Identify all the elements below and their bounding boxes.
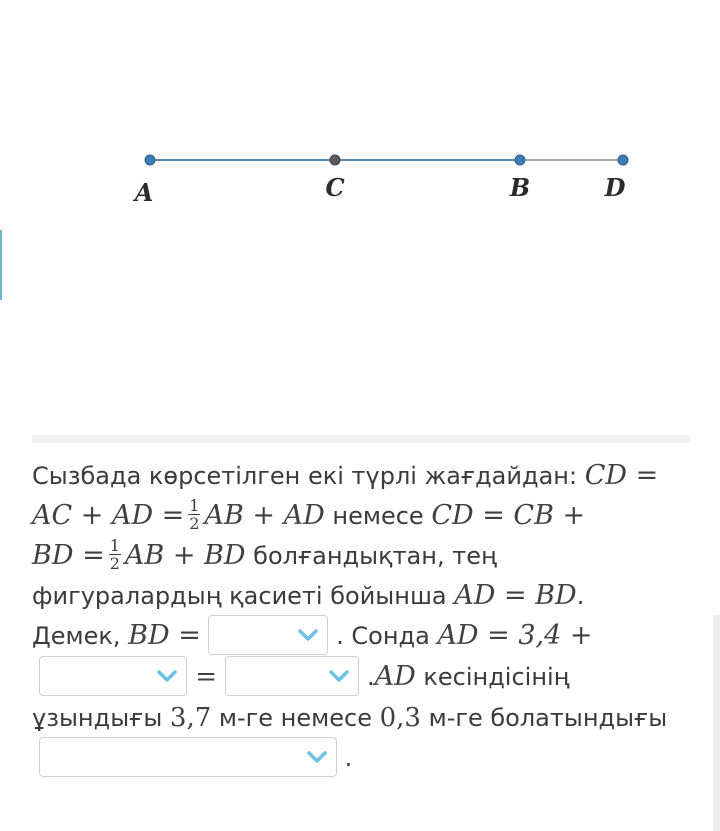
chevron-down-icon: [156, 667, 178, 685]
fraction-denominator: 2: [109, 553, 120, 573]
segment-figure: [0, 0, 720, 230]
line-6: [32, 657, 692, 698]
scrollbar-track[interactable]: [713, 615, 720, 831]
math-ad-bd: AD = BD: [454, 580, 577, 611]
line-7: [32, 698, 692, 738]
left-edge-marker: [0, 230, 2, 300]
line-4: [32, 576, 692, 616]
text-m-equals: м-ге болатындығы: [420, 704, 668, 732]
math-equals: =: [187, 662, 226, 692]
math-ad-sum: AD = 3,4 +: [437, 620, 593, 651]
line-5: [32, 616, 692, 657]
line-3: [32, 536, 692, 576]
text-m-or: м-ге немесе: [211, 704, 380, 732]
math-ad: AD: [374, 661, 416, 692]
math-ac-ad: AC + AD =: [32, 500, 185, 531]
text-segment: кесіндісінің: [415, 663, 570, 691]
text-period: .: [576, 582, 585, 610]
math-bd-eq: BD =: [128, 620, 201, 651]
ad-addend-dropdown[interactable]: [39, 656, 187, 696]
math-ab-ad: AB + AD: [204, 500, 325, 531]
math-0-3: 0,3: [379, 703, 421, 733]
text-or: немесе: [324, 502, 432, 530]
fraction-denominator: 2: [189, 513, 200, 533]
math-bd: BD =: [32, 540, 105, 571]
solution-text: [32, 456, 692, 779]
label-d: D: [604, 173, 626, 202]
point-d: [618, 155, 628, 165]
math-cd: CD =: [584, 460, 659, 491]
fraction-numerator: 1: [189, 495, 200, 515]
conclusion-dropdown[interactable]: [39, 737, 337, 777]
text-intro: Сызбада көрсетілген екі түрлі жағдайдан:: [32, 462, 585, 490]
math-3-7: 3,7: [169, 703, 212, 733]
text-property: фигуралардың қасиеті бойынша: [32, 582, 455, 610]
point-a: [145, 155, 155, 165]
section-divider: [32, 435, 690, 443]
text-final-dot: .: [337, 744, 353, 772]
bd-value-dropdown[interactable]: [208, 615, 328, 655]
line-2: [32, 496, 692, 536]
text-length: ұзындығы: [32, 704, 170, 732]
line-1: [32, 456, 692, 496]
fraction-half-1: [188, 497, 200, 532]
math-cd-cb: CD = CB +: [431, 500, 586, 531]
label-c: C: [325, 173, 345, 202]
chevron-down-icon: [297, 626, 319, 644]
chevron-down-icon: [328, 667, 350, 685]
ad-result-dropdown[interactable]: [225, 656, 359, 696]
point-b: [515, 155, 525, 165]
text-hence: Демек,: [32, 622, 129, 650]
fraction-half-2: [109, 537, 121, 572]
text-dot: .: [359, 663, 375, 691]
line-8: [32, 738, 692, 779]
point-c: [330, 155, 340, 165]
text-then: . Сонда: [328, 622, 438, 650]
label-b: B: [509, 173, 531, 202]
math-ab-bd: AB + BD: [124, 540, 246, 571]
label-a: A: [134, 178, 154, 207]
text-since: болғандықтан, тең: [245, 542, 497, 570]
fraction-numerator: 1: [109, 535, 120, 555]
chevron-down-icon: [306, 748, 328, 766]
